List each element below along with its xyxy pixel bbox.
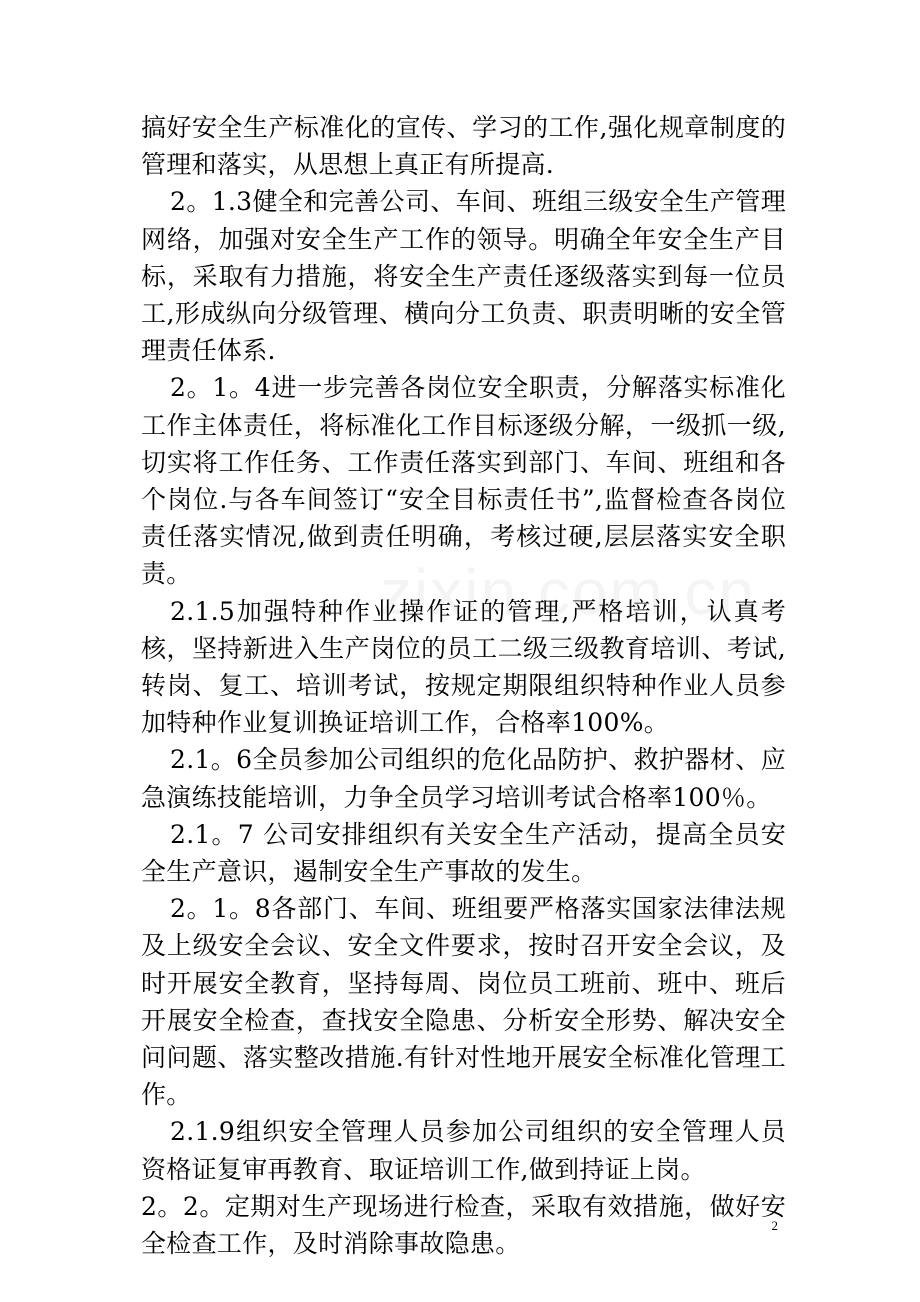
paragraph-2-1-4: 2。1。4进一步完善各岗位安全职责，分解落实标准化工作主体责任，将标准化工作目标逐级分解，一级抓一级,切实将工作任务、工作责任落实到部门、车间、班组和各个岗位.与各车间签订“安全目标责任书”,监督检查各岗位责任落实情况,做到责任明确，考核过硬,层层落实安全职责。: [141, 373, 786, 589]
paragraph-2-1-8: 2。1。8各部门、车间、班组要严格落实国家法律法规及上级安全会议、安全文件要求，按时召开安全会议，及时开展安全教育，坚持每周、岗位员工班前、班中、班后开展安全检查，查找安全隐患、分析安全形势、解决安全问问题、落实整改措施.有针对性地开展安全标准化管理工作。: [141, 894, 786, 1110]
paragraph-1: 搞好安全生产标准化的宣传、学习的工作,强化规章制度的管理和落实，从思想上真正有所提高.: [141, 113, 786, 180]
paragraph-2-2: 2。2。定期对生产现场进行检查，采取有效措施，做好安全检查工作，及时消除事故隐患。: [141, 1191, 786, 1259]
paragraph-2-1-5: 2.1.5加强特种作业操作证的管理,严格培训，认真考核，坚持新进入生产岗位的员工二级三级教育培训、考试,转岗、复工、培训考试，按规定期限组织特种作业人员参加特种作业复训换证培训工作，合格率100%。: [141, 596, 786, 738]
paragraph-2-1-3: 2。1.3健全和完善公司、车间、班组三级安全生产管理网络，加强对安全生产工作的领导。明确全年安全生产目标，采取有力措施，将安全生产责任逐级落实到每一位员工,形成纵向分级管理、横向分工负责、职责明晰的安全管理责任体系.: [141, 187, 786, 366]
document-body: [141, 109, 786, 1262]
paragraph-2-1-9: 2.1.9组织安全管理人员参加公司组织的安全管理人员资格证复审再教育、取证培训工作,做到持证上岗。: [141, 1117, 786, 1184]
page-number: 2: [771, 1218, 778, 1233]
paragraph-2-1-6: 2.1。6全员参加公司组织的危化品防护、救护器材、应急演练技能培训，力争全员学习培训考试合格率100％。: [141, 745, 786, 812]
paragraph-2-1-7: 2.1。7 公司安排组织有关安全生产活动，提高全员安全生产意识，遏制安全生产事故的发生。: [141, 819, 786, 887]
